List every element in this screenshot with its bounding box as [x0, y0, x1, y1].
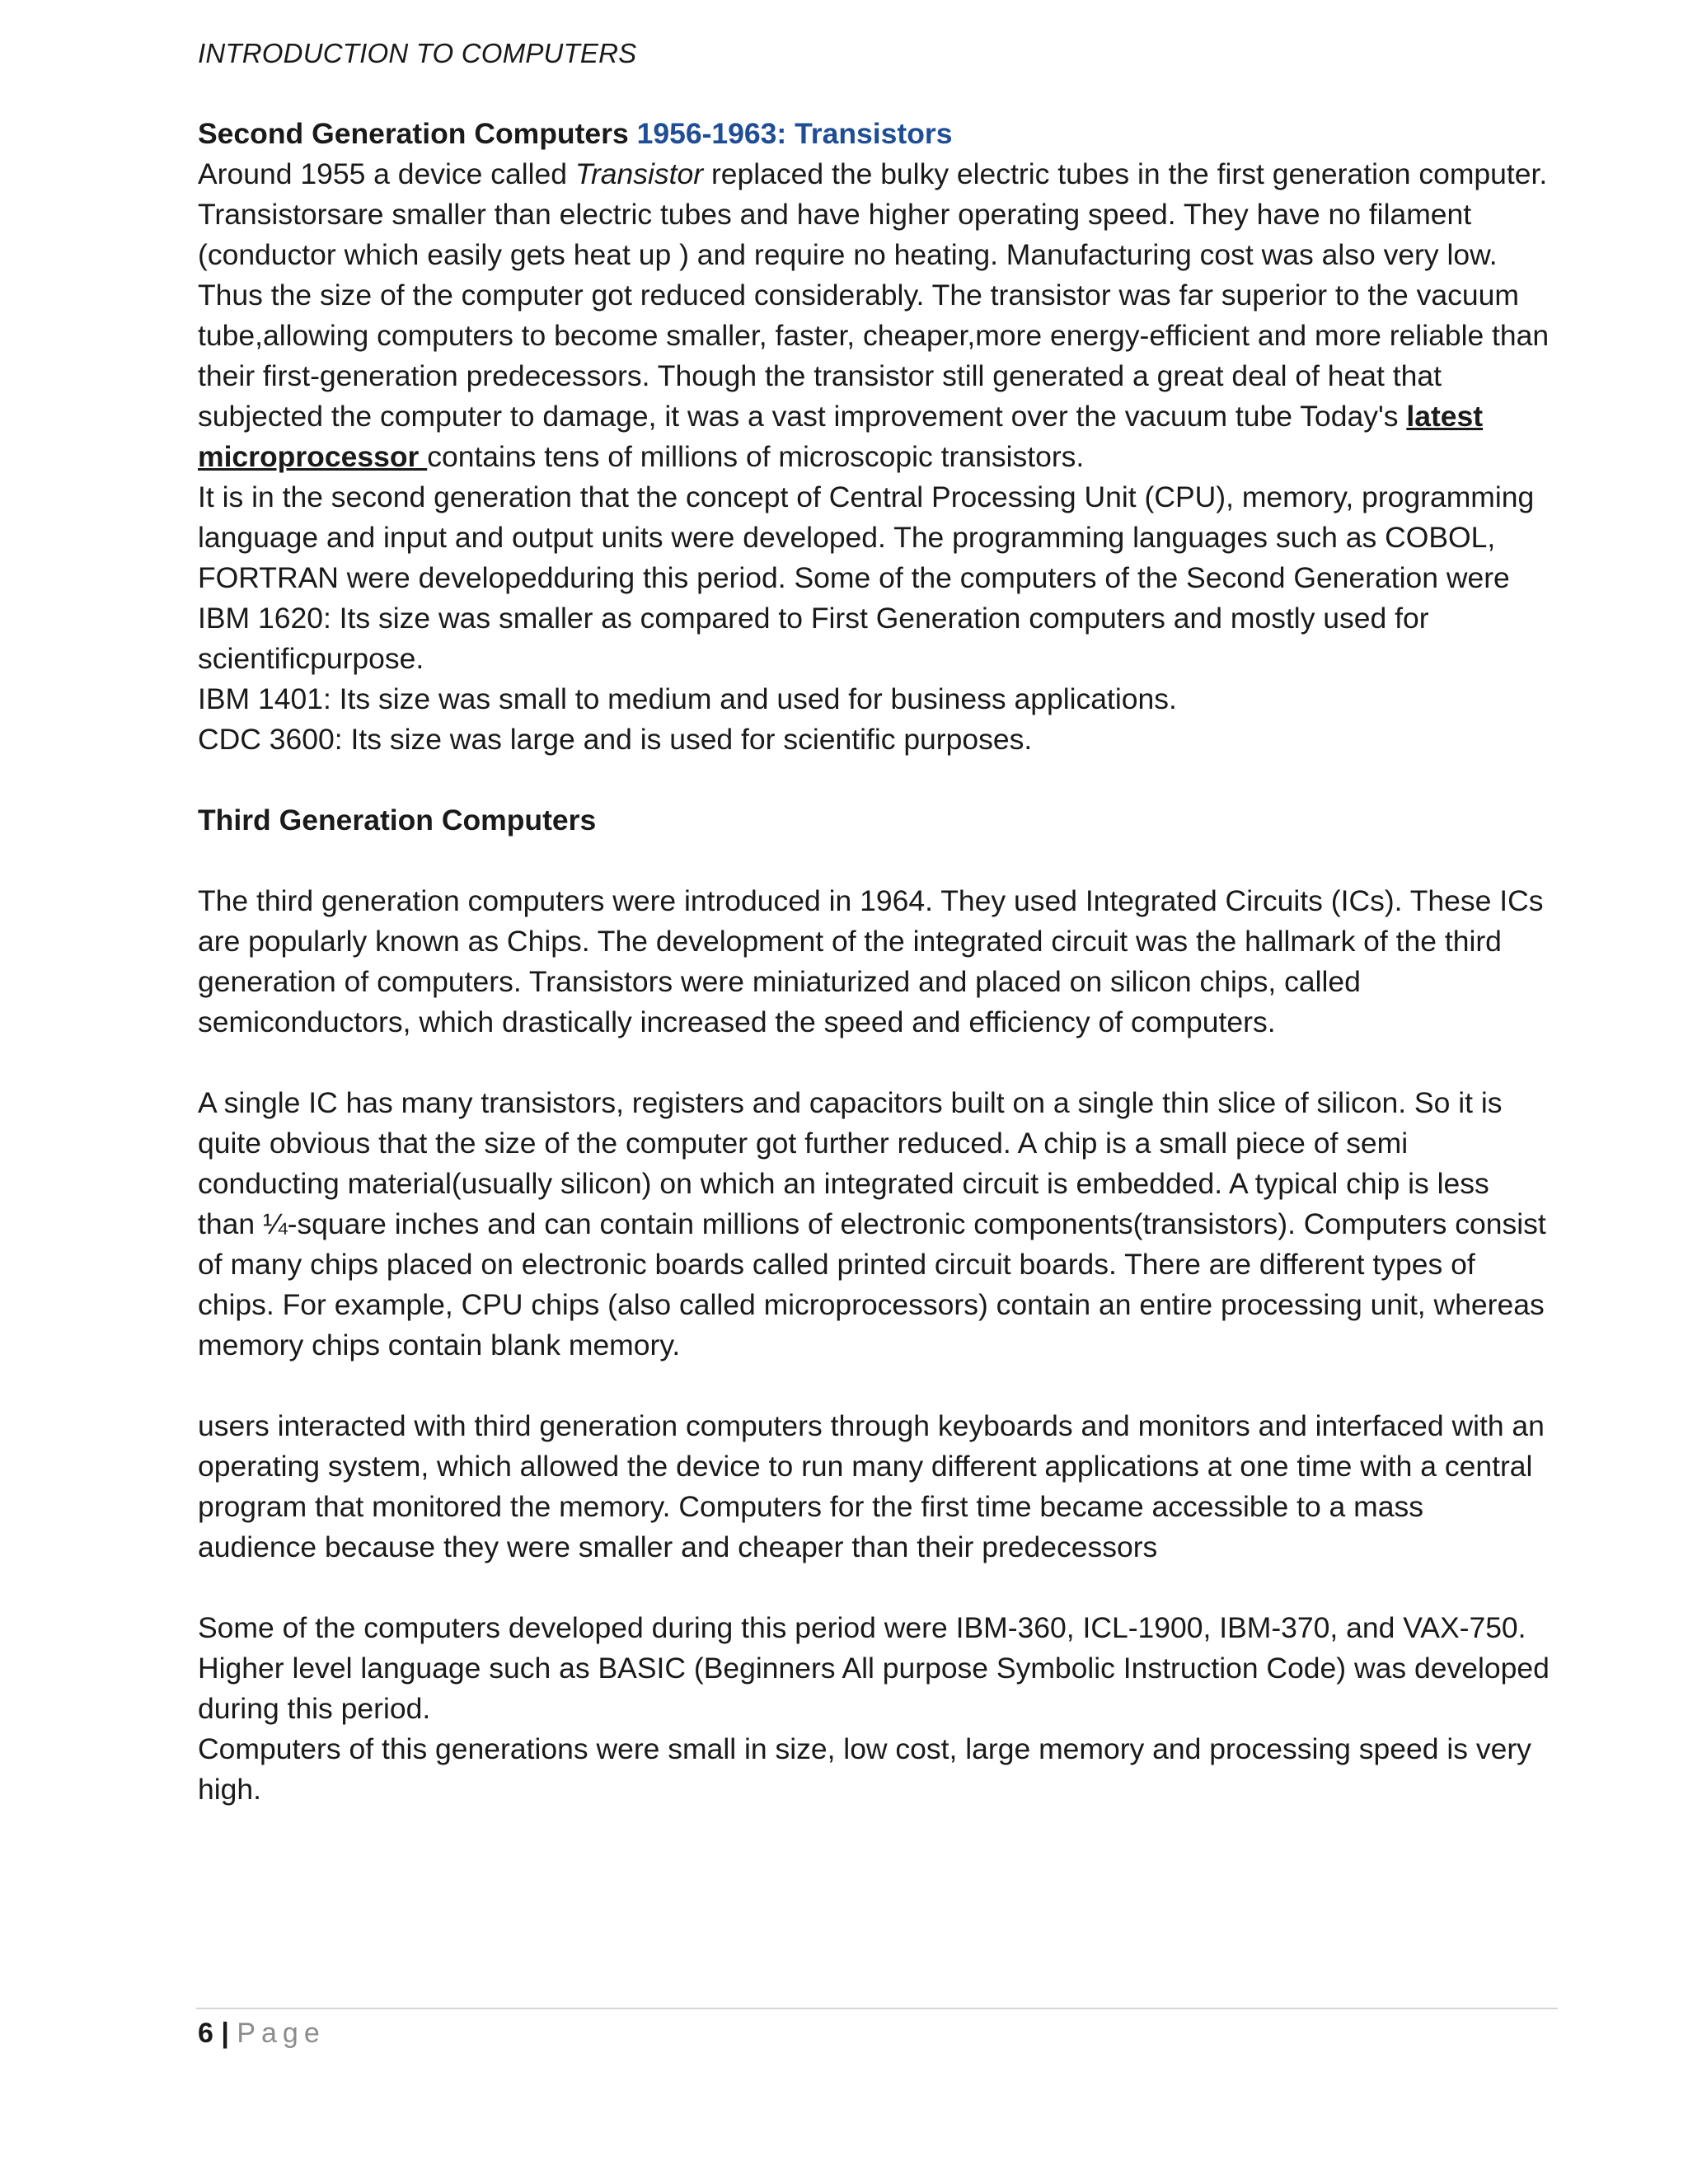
- third-gen-computers-paragraph: Some of the computers developed during this period were IBM-360, ICL-1900, IBM-370, and VAX-750. Higher level language such as BASIC (Beginners All purpose Symbolic Instruction Code) was developed during this period.: [198, 1611, 1550, 1725]
- page-number: 6: [198, 2018, 213, 2049]
- spacer: [198, 1043, 1550, 1083]
- spacer: [198, 1366, 1550, 1406]
- transistor-text-body: replaced the bulky electric tubes in the first generation computer. Transistorsare smaller than electric tubes and have higher operating speed. They have no filament (conductor which easily gets heat up ) and require no heating. Manufacturing cost was also very low. Thus the size of the computer got reduced considerably. The transistor was far superior to the vacuum tube,allowing computers to become smaller, faster, cheaper,more energy-efficient and more reliable than their first-generation predecessors. Though the transistor still generated a great deal of heat that subjected the computer to damage, it was a vast improvement over the vacuum tube Today's: [198, 157, 1550, 433]
- footer-divider: [196, 2008, 1558, 2009]
- spacer: [198, 1568, 1550, 1608]
- spacer: [198, 841, 1550, 881]
- latest-microprocessor-link[interactable]: latest microprocessor: [198, 400, 1484, 473]
- running-header: INTRODUCTION TO COMPUTERS: [198, 38, 637, 68]
- third-generation-heading: Third Generation Computers: [198, 804, 597, 837]
- second-gen-computer-item: IBM 1401: Its size was small to medium and used for business applications.: [198, 682, 1177, 715]
- document-body: [198, 114, 1550, 1810]
- page-label: Page: [237, 2018, 326, 2049]
- transistor-paragraph: [198, 154, 1550, 477]
- second-gen-computer-item: CDC 3600: Its size was large and is used for scientific purposes.: [198, 723, 1033, 756]
- transistor-text-end: contains tens of millions of microscopic transistors.: [427, 440, 1085, 473]
- users-interaction-paragraph: users interacted with third generation computers through keyboards and monitors and interfaced with an operating system, which allowed the device to run many different applications at one time with a central program that monitored the memory. Computers for the first time became accessible to a mass audience because they were smaller and cheaper than their predecessors: [198, 1409, 1545, 1563]
- second-gen-computer-item: IBM 1620: Its size was smaller as compared to First Generation computers and mostly used for scientificpurpose.: [198, 602, 1429, 675]
- third-gen-characteristics-paragraph: Computers of this generations were small in size, low cost, large memory and processing speed is very high.: [198, 1732, 1531, 1806]
- spacer: [198, 760, 1550, 800]
- transistor-text-intro: Around 1955 a device called: [198, 157, 575, 190]
- second-generation-heading-prefix: Second Generation Computers: [198, 117, 629, 150]
- integrated-circuits-paragraph: The third generation computers were introduced in 1964. They used Integrated Circuits (ICs). These ICs are popularly known as Chips. The development of the integrated circuit was the hallmark of the third generation of computers. Transistors were miniaturized and placed on silicon chips, called semiconductors, which drastically increased the speed and efficiency of computers.: [198, 884, 1544, 1038]
- second-generation-heading: [198, 114, 1550, 154]
- page-separator: |: [221, 2018, 229, 2049]
- second-generation-heading-accent: 1956-1963: Transistors: [636, 117, 953, 150]
- single-ic-paragraph: A single IC has many transistors, registers and capacitors built on a single thin slice of silicon. So it is quite obvious that the size of the computer got further reduced. A chip is a small piece of semi conducting material(usually silicon) on which an integrated circuit is embedded. A typical chip is less than ¼-square inches and can contain millions of electronic components(transistors). Computers consist of many chips placed on electronic boards called printed circuit boards. There are different types of chips. For example, CPU chips (also called microprocessors) contain an entire processing unit, whereas memory chips contain blank memory.: [198, 1086, 1546, 1361]
- page-footer: [198, 2013, 326, 2053]
- transistor-term: Transistor: [574, 157, 704, 190]
- cpu-concept-paragraph: It is in the second generation that the concept of Central Processing Unit (CPU), memory, programming language and input and output units were developed. The programming languages such as COBOL, FORTRAN were developedduring this period. Some of the computers of the Second Generation were: [198, 480, 1535, 594]
